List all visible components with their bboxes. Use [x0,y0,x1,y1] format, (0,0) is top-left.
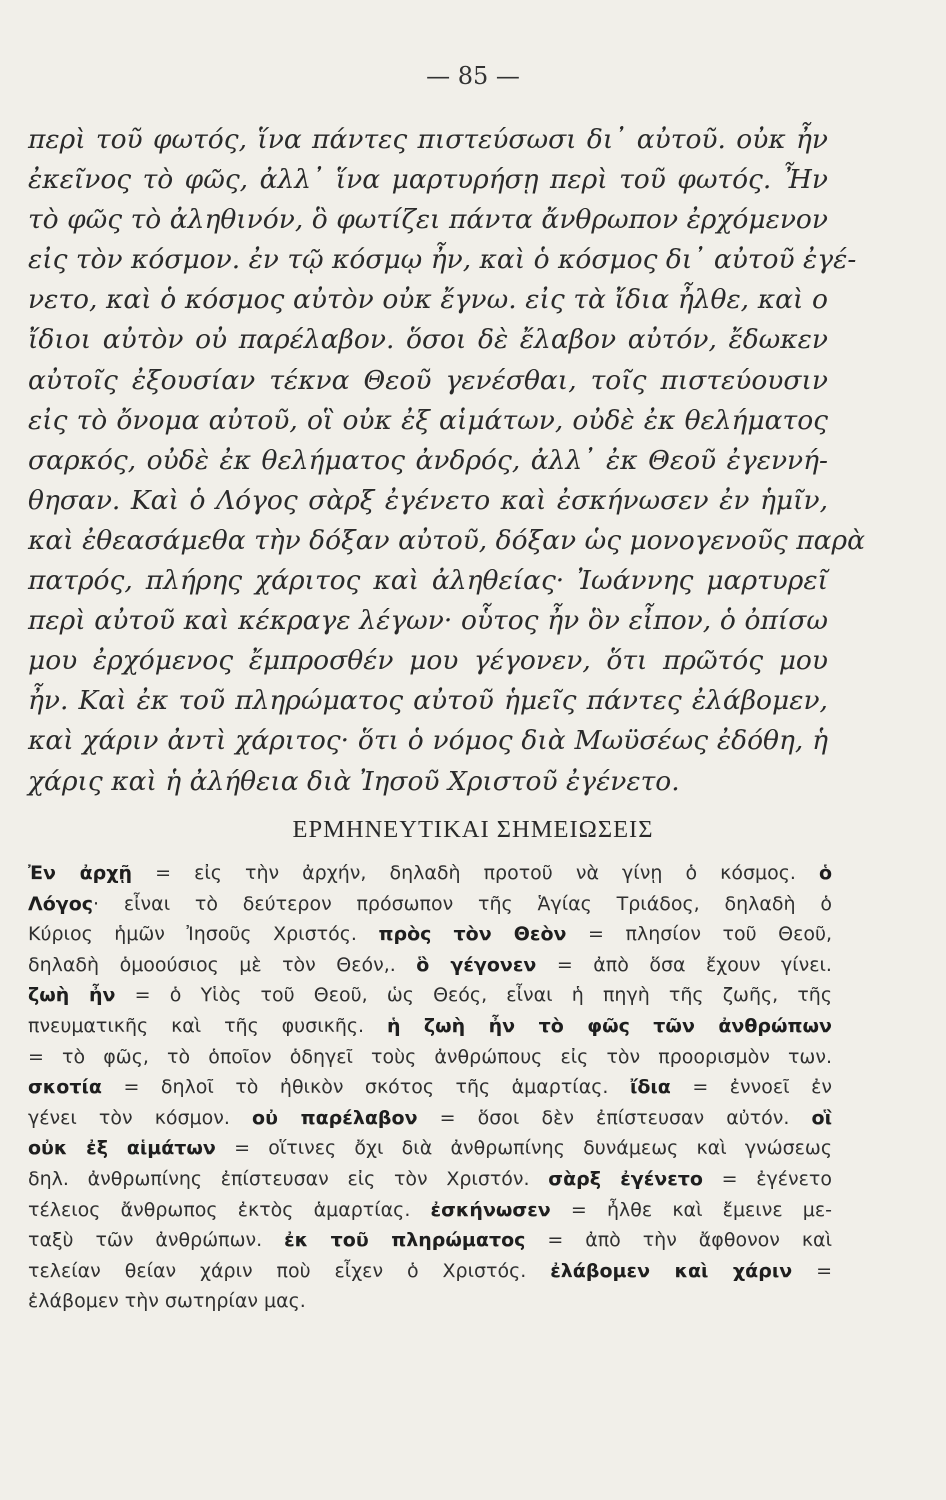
note-term: ἐκ τοῦ πληρώματος [284,1229,526,1252]
note-text: = ἀπὸ ὅσα ἔχουν γίνει. [536,953,832,976]
note-term: οὐκ ἐξ αἱμάτων [28,1137,216,1160]
note-term: ἡ ζωὴ ἦν τὸ φῶς τῶν ἀνθρώπων [386,1014,832,1037]
interpretive-notes [28,858,832,1317]
note-line [28,1072,832,1103]
note-text: Κύριος ἡμῶν Ἰησοῦς Χριστός. [28,923,379,946]
text-line: εἰς τὸ ὄνομα αὐτοῦ, οἳ οὐκ ἐξ αἱμάτων, οὐδὲ ἐκ θελήματος [28,404,828,436]
note-text: δηλ. ἀνθρωπίνης ἐπίστευσαν εἰς τὸν Χριστόν. [28,1167,549,1190]
note-line [28,889,832,920]
note-term: ὁ [818,862,833,884]
note-line [28,1042,832,1073]
note-text: · εἶναι τὸ δεύτερον πρόσωπον τῆς Ἁγίας Τριάδος, δηλαδὴ ὁ [93,892,832,915]
note-term: οἳ [811,1106,833,1129]
note-line [28,950,832,981]
note-text: = ἐννοεῖ ἐν [670,1076,832,1099]
note-line [28,858,832,889]
note-term: ἐλάβομεν καὶ χάριν [550,1259,793,1282]
scripture-text [28,120,865,802]
note-text: πνευματικῆς καὶ τῆς φυσικῆς. [28,1014,387,1037]
text-line: ἴδιοι αὐτὸν οὐ παρέλαβον. ὅσοι δὲ ἔλαβον αὐτόν, ἔδωκεν [28,324,828,356]
note-text: = ὁ Υἱὸς τοῦ Θεοῦ, ὡς Θεός, εἶναι ἡ πηγὴ τῆς ζωῆς, τῆς [115,984,833,1007]
text-line: καὶ ἐθεασάμεθα τὴν δόξαν αὐτοῦ, δόξαν ὡς μονογενοῦς παρὰ [28,524,865,556]
text-line: σαρκός, οὐδὲ ἐκ θελήματος ἀνδρός, ἀλλ᾿ ἐκ Θεοῦ ἐγεννή- [28,444,828,476]
note-text: δηλαδὴ ὁμοούσιος μὲ τὸν Θεόν,. [28,953,417,976]
note-line [28,919,832,950]
page-number: — 85 — [426,62,520,90]
note-line [28,1103,832,1134]
note-text: = εἰς τὴν ἀρχήν, δηλαδὴ προτοῦ νὰ γίνῃ ὁ κόσμος. [132,862,819,884]
note-text: = οἵτινες ὄχι διὰ ἀνθρωπίνης δυνάμεως καὶ γνώσεως [215,1137,832,1160]
note-term: σκοτία [28,1076,102,1099]
note-term: ζωὴ ἦν [28,984,116,1007]
note-text: = ἀπὸ τὴν ἄφθονον καὶ [525,1229,833,1252]
note-line [28,1133,832,1164]
note-line [28,1256,832,1287]
notes-heading: ΕΡΜΗΝΕΥΤΙΚΑΙ ΣΗΜΕΙΩΣΕΙΣ [292,816,654,843]
note-term: οὐ παρέλαβον [252,1106,418,1129]
text-line: χάρις καὶ ἡ ἀλήθεια διὰ Ἰησοῦ Χριστοῦ ἐγένετο. [28,765,680,797]
text-line: αὐτοῖς ἐξουσίαν τέκνα Θεοῦ γενέσθαι, τοῖς πιστεύουσιν [28,364,828,396]
note-text: = δηλοῖ τὸ ἠθικὸν σκότος τῆς ἁμαρτίας. [101,1076,630,1099]
note-line [28,1164,832,1195]
note-text: ταξὺ τῶν ἀνθρώπων. [28,1229,285,1252]
note-text: γένει τὸν κόσμον. [28,1106,253,1129]
text-line: περὶ αὐτοῦ καὶ κέκραγε λέγων· οὗτος ἦν ὃν εἶπον, ὁ ὀπίσω [28,605,828,637]
text-line: ἐκεῖνος τὸ φῶς, ἀλλ᾿ ἵνα μαρτυρήσῃ περὶ τοῦ φωτός. Ἦν [28,164,828,196]
note-text: = [792,1259,832,1282]
note-text: = τὸ φῶς, τὸ ὁποῖον ὁδηγεῖ τοὺς ἀνθρώπους εἰς τὸν προορισμὸν των. [28,1045,832,1068]
note-term: Λόγος [28,892,94,915]
note-term: ἴδια [629,1076,671,1099]
text-line: τὸ φῶς τὸ ἀληθινόν, ὃ φωτίζει πάντα ἄνθρωπον ἐρχόμενον [28,204,828,236]
text-line: μου ἐρχόμενος ἔμπροσθέν μου γέγονεν, ὅτι πρῶτός μου [28,645,828,677]
note-line [28,1195,832,1226]
note-line [28,1286,832,1317]
note-text: τελείαν θείαν χάριν ποὺ εἶχεν ὁ Χριστός. [28,1259,551,1282]
note-text: = ὅσοι δὲν ἐπίστευσαν αὐτόν. [417,1106,812,1129]
note-line [28,1011,832,1042]
note-text: τέλειος ἄνθρωπος ἐκτὸς ἁμαρτίας. [28,1198,431,1221]
note-line [28,1225,832,1256]
text-line: θησαν. Καὶ ὁ Λόγος σὰρξ ἐγένετο καὶ ἐσκήνωσεν ἐν ἡμῖν, [28,484,828,516]
text-line: περὶ τοῦ φωτός, ἵνα πάντες πιστεύσωσι δι᾿ αὐτοῦ. οὐκ ἦν [28,124,828,155]
note-term: ὃ γέγονεν [416,953,537,976]
note-term: σὰρξ ἐγένετο [548,1167,703,1190]
note-text: = ἦλθε καὶ ἔμεινε με- [550,1198,833,1221]
note-text: ἐλάβομεν τὴν σωτηρίαν μας. [28,1290,306,1313]
note-text: = πλησίον τοῦ Θεοῦ, [566,923,832,946]
text-line: καὶ χάριν ἀντὶ χάριτος· ὅτι ὁ νόμος διὰ Μωϋσέως ἐδόθη, ἡ [28,725,828,757]
text-line: ἦν. Καὶ ἐκ τοῦ πληρώματος αὐτοῦ ἡμεῖς πάντες ἐλάβομεν, [28,685,828,717]
note-term: πρὸς τὸν Θεὸν [378,923,567,946]
note-line [28,980,832,1011]
text-line: πατρός, πλήρης χάριτος καὶ ἀληθείας· Ἰωάννης μαρτυρεῖ [28,565,828,597]
note-term: ἐσκήνωσεν [430,1198,551,1221]
text-line: νετο, καὶ ὁ κόσμος αὐτὸν οὐκ ἔγνω. εἰς τὰ ἴδια ἦλθε, καὶ ο [28,284,828,316]
note-term: Ἐν ἀρχῇ [28,862,133,884]
note-text: = ἐγένετο [702,1167,832,1190]
text-line: εἰς τὸν κόσμον. ἐν τῷ κόσμῳ ἦν, καὶ ὁ κόσμος δι᾿ αὐτοῦ ἐγέ- [28,244,857,276]
